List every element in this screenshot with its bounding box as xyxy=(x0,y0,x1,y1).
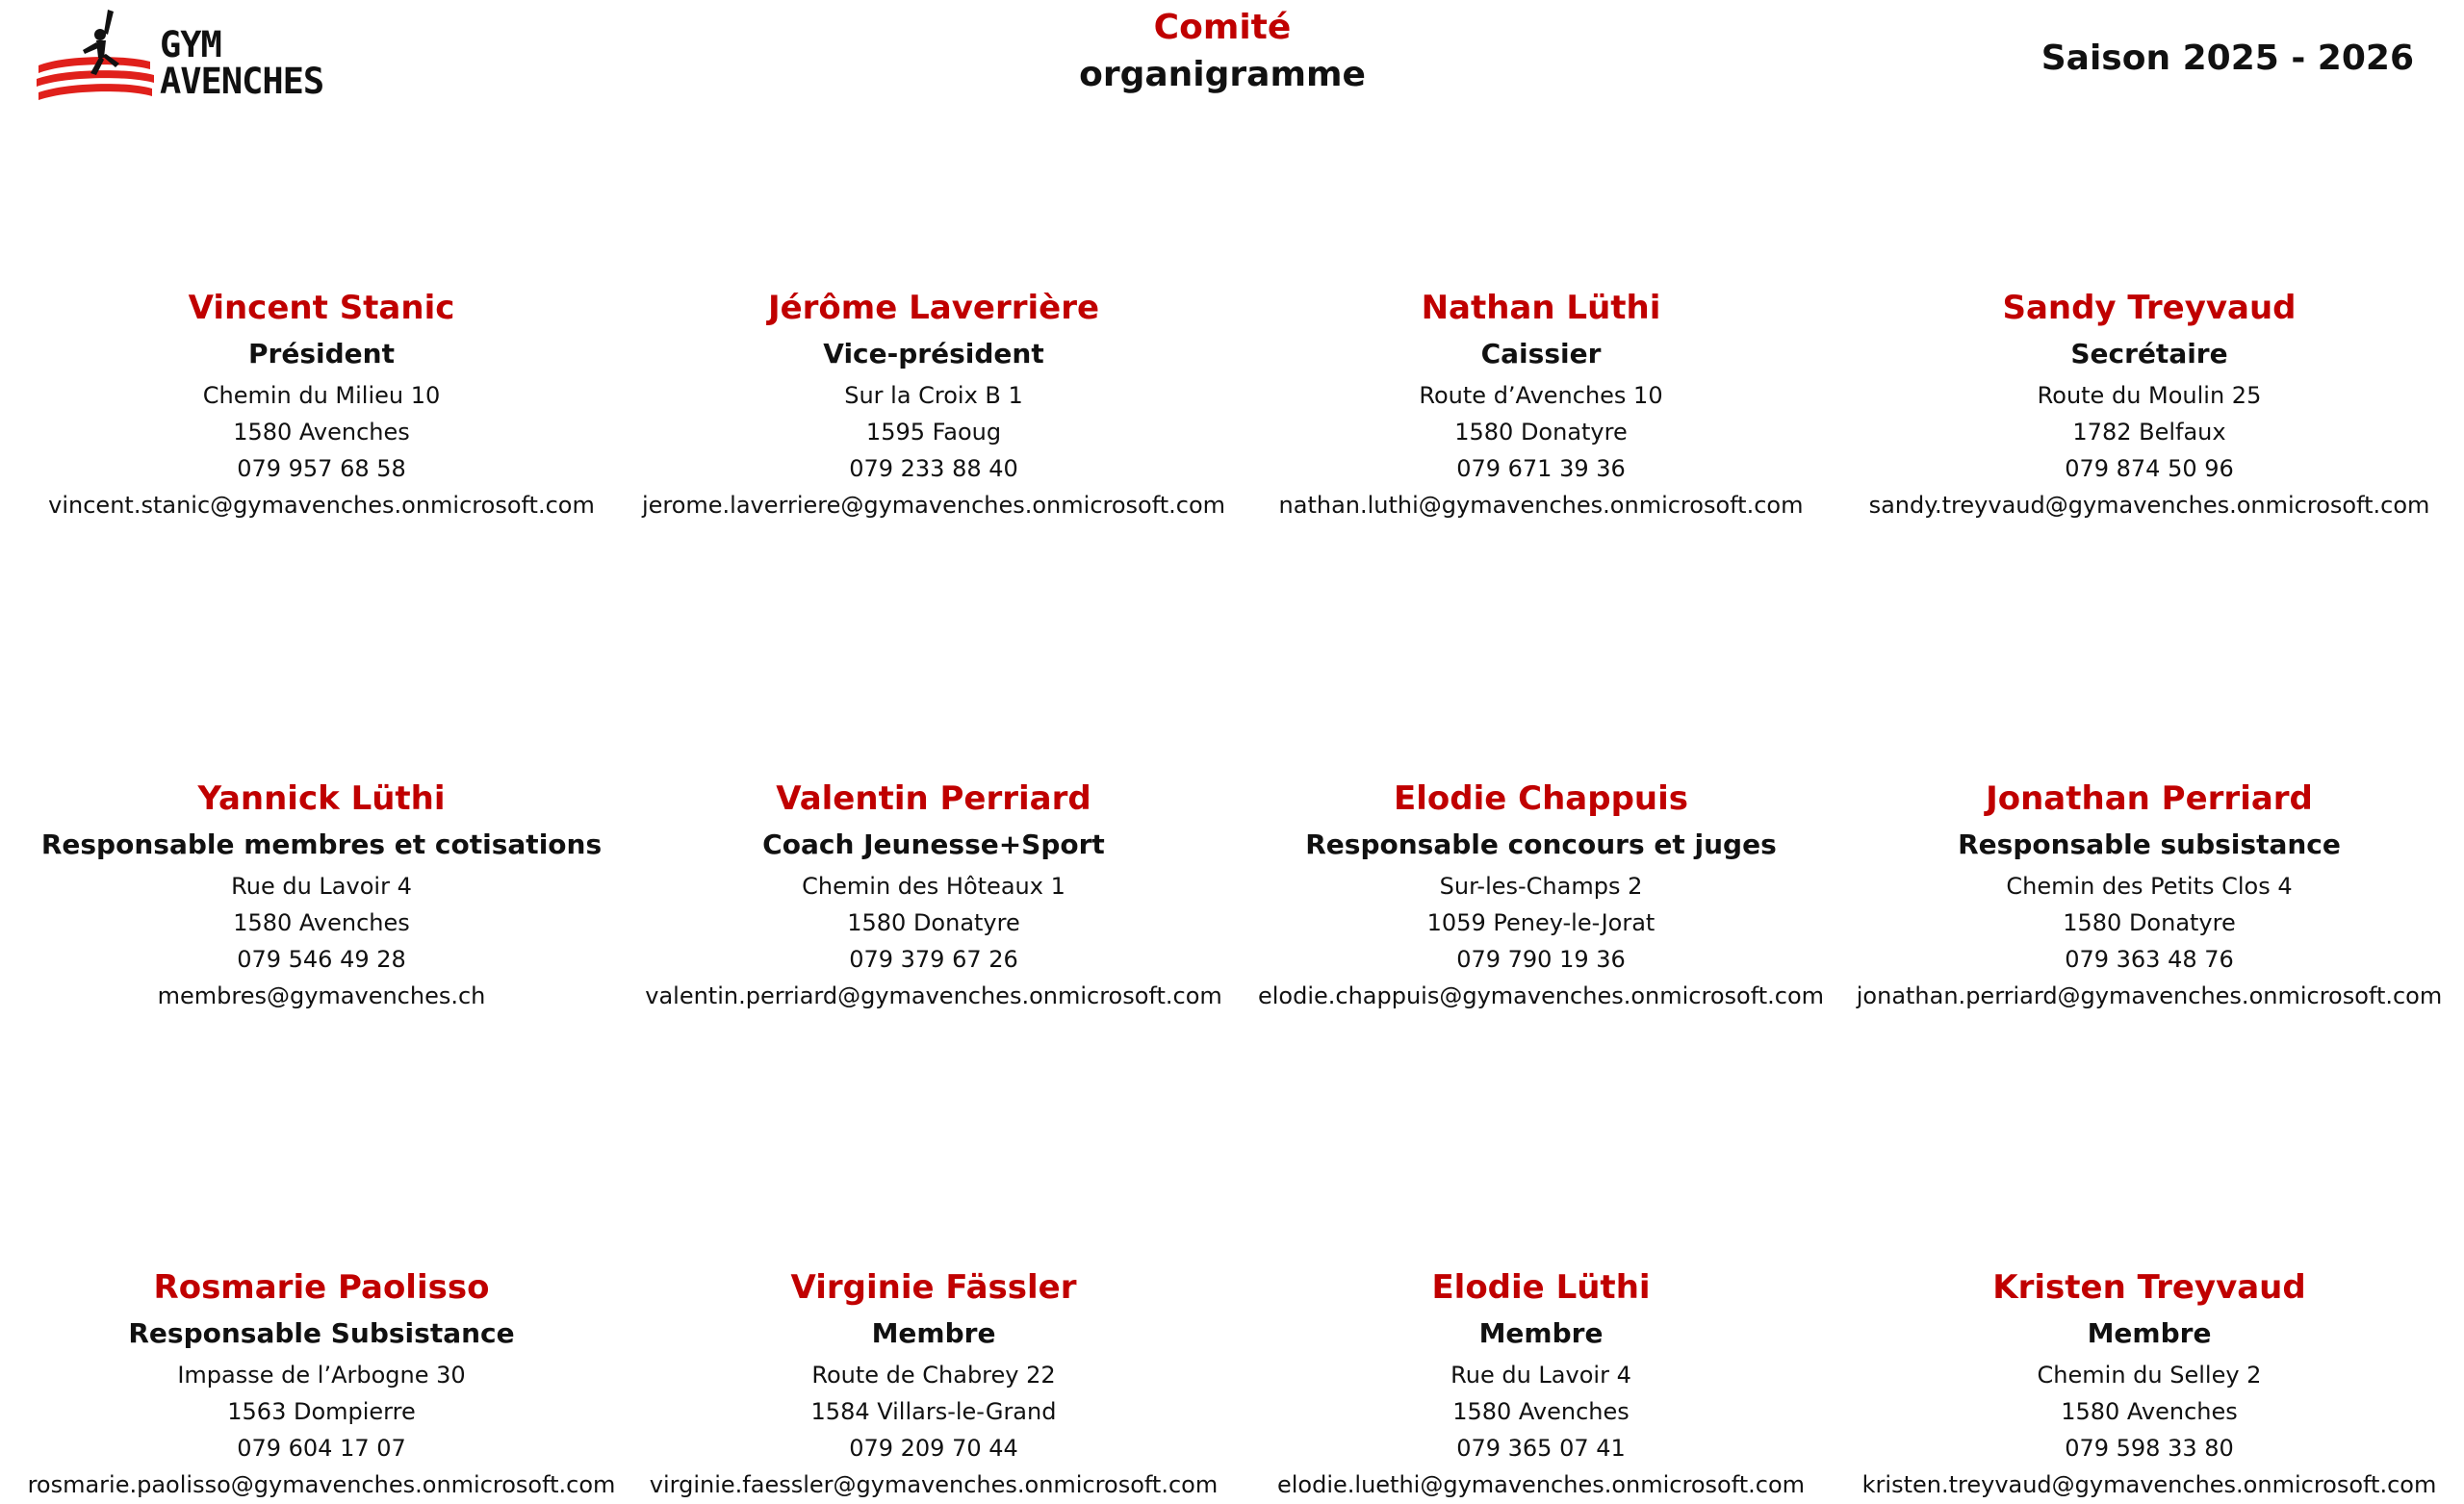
member-card xyxy=(1841,285,2457,523)
member-phone: 079 363 48 76 xyxy=(2065,946,2234,973)
member-phone: 079 957 68 58 xyxy=(237,455,406,482)
member-card xyxy=(13,776,629,1014)
page-title: Comité xyxy=(1153,8,1292,47)
member-street: Sur la Croix B 1 xyxy=(844,382,1023,409)
member-street: Sur-les-Champs 2 xyxy=(1439,873,1643,900)
member-card xyxy=(13,285,629,523)
member-email[interactable]: valentin.perriard@gymavenches.onmicrosoft.com xyxy=(645,982,1222,1009)
member-card xyxy=(1233,776,1849,1014)
member-email[interactable]: jerome.laverriere@gymavenches.onmicrosoft.com xyxy=(641,492,1226,519)
member-name: Elodie Lüthi xyxy=(1431,1268,1651,1307)
member-phone: 079 546 49 28 xyxy=(237,946,406,973)
season-label: Saison 2025 - 2026 xyxy=(2040,38,2414,78)
member-phone: 079 598 33 80 xyxy=(2065,1435,2234,1462)
member-phone: 079 874 50 96 xyxy=(2065,455,2234,482)
member-name: Rosmarie Paolisso xyxy=(153,1268,490,1307)
member-city: 1059 Peney-le-Jorat xyxy=(1426,909,1656,936)
member-street: Route d’Avenches 10 xyxy=(1419,382,1663,409)
logo-line-2: AVENCHES xyxy=(160,61,324,102)
member-card xyxy=(1841,1264,2457,1503)
member-street: Rue du Lavoir 4 xyxy=(1450,1362,1631,1389)
member-card xyxy=(626,285,1242,523)
member-phone: 079 379 67 26 xyxy=(849,946,1018,973)
member-role: Membre xyxy=(2087,1317,2212,1349)
member-city: 1584 Villars-le-Grand xyxy=(810,1398,1057,1425)
member-name: Vincent Stanic xyxy=(188,289,455,327)
member-name: Virginie Fässler xyxy=(790,1268,1077,1307)
member-phone: 079 233 88 40 xyxy=(849,455,1018,482)
member-name: Nathan Lüthi xyxy=(1421,289,1661,327)
member-email[interactable]: kristen.treyvaud@gymavenches.onmicrosoft.com xyxy=(1861,1471,2437,1498)
member-name: Jérôme Laverrière xyxy=(767,289,1100,327)
member-city: 1580 Avenches xyxy=(233,419,410,446)
member-role: Secrétaire xyxy=(2070,338,2228,370)
member-email[interactable]: nathan.luthi@gymavenches.onmicrosoft.com xyxy=(1278,492,1804,519)
member-role: Membre xyxy=(1478,1317,1604,1349)
logo-line-1: GYM xyxy=(160,24,221,65)
member-phone: 079 790 19 36 xyxy=(1456,946,1626,973)
member-card xyxy=(626,1264,1242,1503)
member-street: Impasse de l’Arbogne 30 xyxy=(177,1362,466,1389)
member-name: Kristen Treyvaud xyxy=(1992,1268,2306,1307)
member-role: Responsable subsistance xyxy=(1958,828,2341,860)
member-name: Valentin Perriard xyxy=(776,779,1091,818)
member-street: Chemin des Hôteaux 1 xyxy=(802,873,1065,900)
member-role: Responsable concours et juges xyxy=(1305,828,1777,860)
member-role: Responsable membres et cotisations xyxy=(40,828,603,860)
member-role: Membre xyxy=(871,1317,996,1349)
member-card xyxy=(1233,285,1849,523)
page-subtitle: organigramme xyxy=(1079,55,1366,94)
member-role: Coach Jeunesse+Sport xyxy=(762,828,1105,860)
member-card xyxy=(13,1264,629,1503)
member-email[interactable]: membres@gymavenches.ch xyxy=(157,982,486,1009)
member-city: 1580 Donatyre xyxy=(847,909,1020,936)
member-name: Elodie Chappuis xyxy=(1394,779,1688,818)
member-phone: 079 209 70 44 xyxy=(849,1435,1018,1462)
member-phone: 079 365 07 41 xyxy=(1456,1435,1626,1462)
member-street: Chemin des Petits Clos 4 xyxy=(2006,873,2293,900)
member-phone: 079 671 39 36 xyxy=(1456,455,1626,482)
member-city: 1782 Belfaux xyxy=(2072,419,2226,446)
member-city: 1595 Faoug xyxy=(865,419,1002,446)
member-email[interactable]: vincent.stanic@gymavenches.onmicrosoft.com xyxy=(48,492,595,519)
member-card xyxy=(1233,1264,1849,1503)
member-role: Vice-président xyxy=(823,338,1044,370)
member-card xyxy=(1841,776,2457,1014)
member-email[interactable]: rosmarie.paolisso@gymavenches.onmicrosoft.com xyxy=(27,1471,616,1498)
member-email[interactable]: elodie.chappuis@gymavenches.onmicrosoft.com xyxy=(1257,982,1825,1009)
member-email[interactable]: virginie.faessler@gymavenches.onmicrosoft.com xyxy=(649,1471,1219,1498)
member-email[interactable]: sandy.treyvaud@gymavenches.onmicrosoft.com xyxy=(1868,492,2430,519)
member-email[interactable]: elodie.luethi@gymavenches.onmicrosoft.com xyxy=(1276,1471,1806,1498)
member-email[interactable]: jonathan.perriard@gymavenches.onmicrosoft.com xyxy=(1856,982,2443,1009)
member-city: 1580 Avenches xyxy=(233,909,410,936)
member-city: 1580 Donatyre xyxy=(2063,909,2236,936)
member-city: 1580 Avenches xyxy=(2061,1398,2238,1425)
member-role: Responsable Subsistance xyxy=(128,1317,515,1349)
member-role: Caissier xyxy=(1480,338,1602,370)
member-card xyxy=(626,776,1242,1014)
member-street: Rue du Lavoir 4 xyxy=(231,873,412,900)
member-phone: 079 604 17 07 xyxy=(237,1435,406,1462)
member-name: Jonathan Perriard xyxy=(1986,779,2313,818)
member-city: 1580 Donatyre xyxy=(1454,419,1628,446)
member-street: Chemin du Milieu 10 xyxy=(202,382,441,409)
member-role: Président xyxy=(248,338,395,370)
member-city: 1563 Dompierre xyxy=(227,1398,416,1425)
member-city: 1580 Avenches xyxy=(1452,1398,1630,1425)
member-name: Yannick Lüthi xyxy=(197,779,446,818)
member-street: Route du Moulin 25 xyxy=(2037,382,2262,409)
member-street: Chemin du Selley 2 xyxy=(2037,1362,2262,1389)
member-name: Sandy Treyvaud xyxy=(2002,289,2297,327)
member-street: Route de Chabrey 22 xyxy=(811,1362,1056,1389)
